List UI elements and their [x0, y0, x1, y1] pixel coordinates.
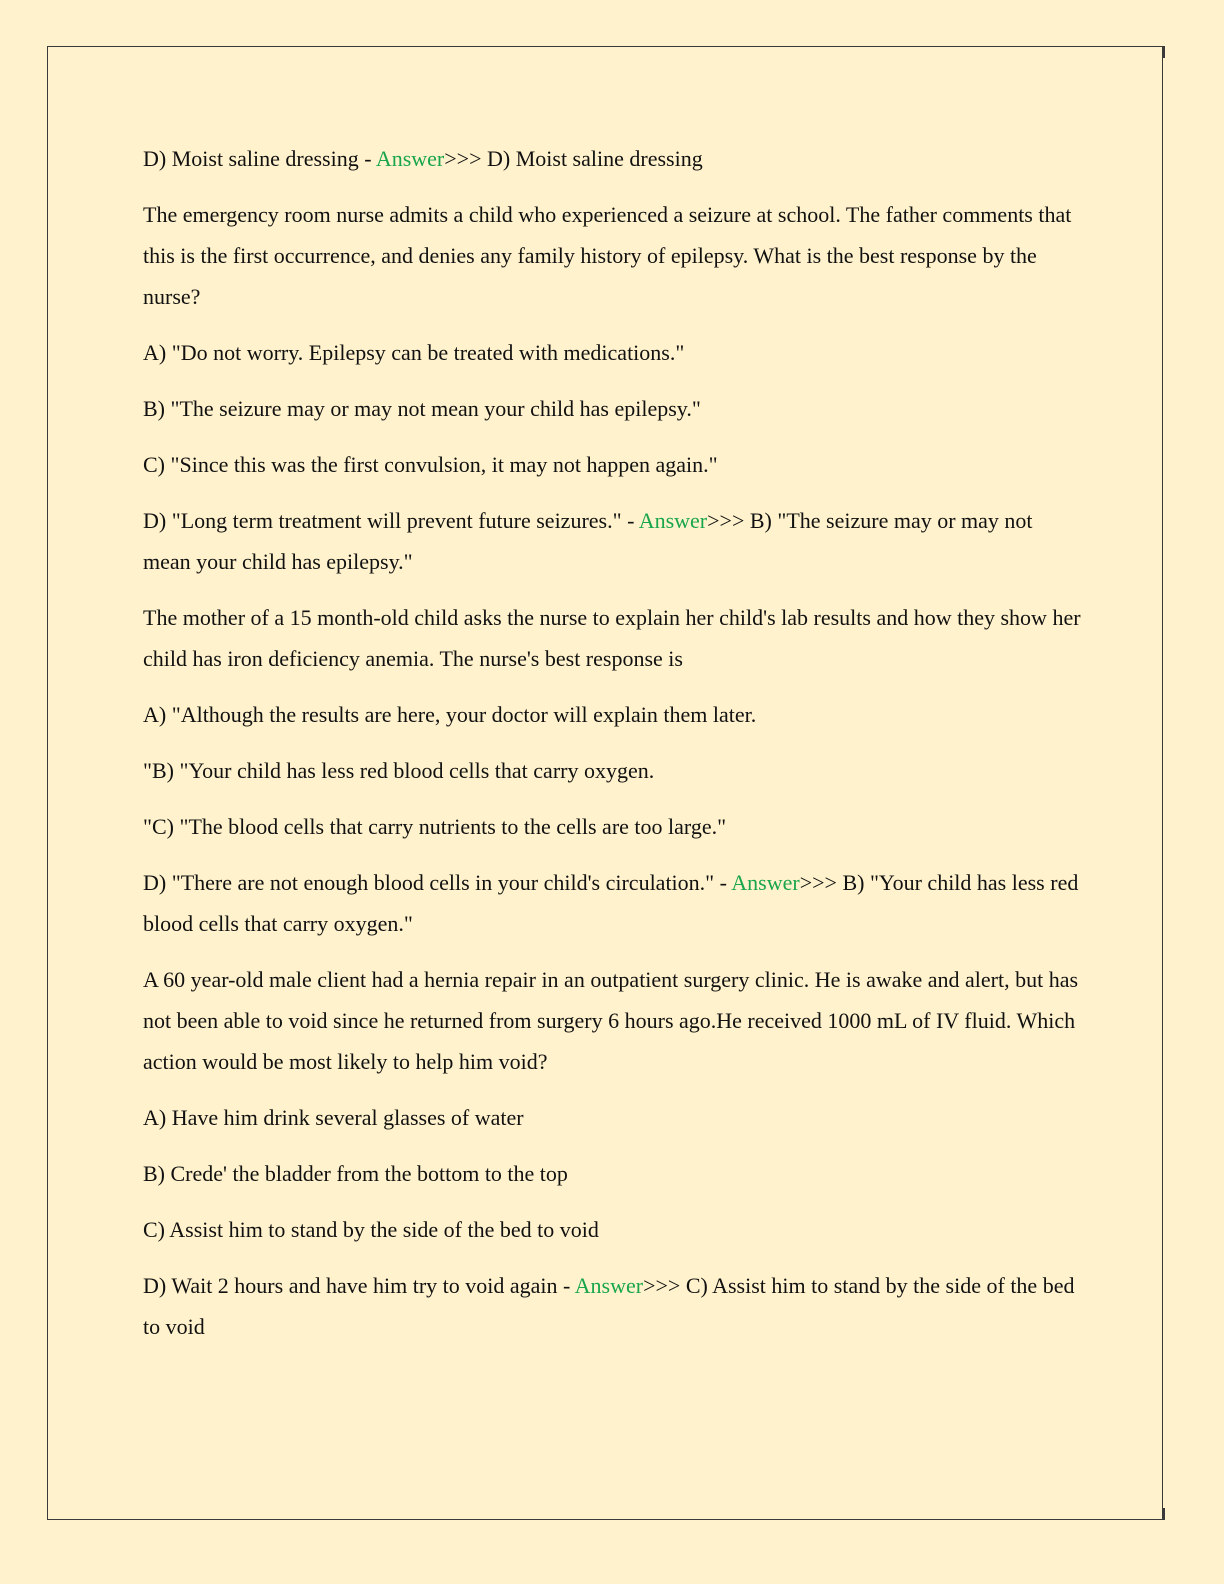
option-b: "B) "Your child has less red blood cells that carry oxygen. [143, 758, 655, 783]
answer-text: B) "Your child has less red blood cells that carry oxygen." [143, 870, 1079, 936]
answer-text: D) Moist saline dressing [487, 146, 703, 171]
question-text: A 60 year-old male client had a hernia repair in an outpatient surgery clinic. He is awake and alert, but has not been able to void since he returned from surgery 6 hours ago.He received 1000 mL of IV fluid. Which action would be most likely to help him void? [143, 967, 1079, 1074]
answer-label: Answer [375, 146, 445, 171]
document-body [143, 138, 1083, 1362]
option-b: B) "The seizure may or may not mean your child has epilepsy." [143, 396, 701, 421]
answer-text: B) "The seizure may or may not mean your child has epilepsy." [143, 508, 1033, 574]
option-c: C) "Since this was the first convulsion, it may not happen again." [143, 452, 718, 477]
border-corner-mark [1163, 1508, 1165, 1520]
option-a: A) Have him drink several glasses of water [143, 1105, 524, 1130]
option-b: B) Crede' the bladder from the bottom to the top [143, 1161, 568, 1186]
answer-label: Answer [731, 870, 800, 895]
option-d-with-answer [143, 862, 1083, 944]
paragraph [143, 138, 1083, 179]
answer-label: Answer [638, 508, 708, 533]
answer-arrows: >>> [799, 870, 843, 895]
question-text: The emergency room nurse admits a child who experienced a seizure at school. The father comments that this is the first occurrence, and denies any family history of epilepsy. What is the best response by the nurse? [143, 202, 1072, 309]
answer-label: Answer [574, 1273, 644, 1298]
answer-arrows: >>> [444, 146, 487, 171]
option-d-with-answer [143, 500, 1083, 582]
paragraph-text: D) Wait 2 hours and have him try to void again - [143, 1273, 575, 1298]
option-c: C) Assist him to stand by the side of the bed to void [143, 1217, 599, 1242]
paragraph-text: D) "There are not enough blood cells in your child's circulation." - [143, 870, 732, 895]
option-a: A) "Although the results are here, your doctor will explain them later. [143, 702, 757, 727]
paragraph-text: D) "Long term treatment will prevent future seizures." - [143, 508, 639, 533]
option-c: "C) "The blood cells that carry nutrients to the cells are too large." [143, 814, 727, 839]
question-text: The mother of a 15 month-old child asks the nurse to explain her child's lab results and how they show her child has iron deficiency anemia. The nurse's best response is [143, 605, 1081, 671]
option-d-with-answer [143, 1265, 1083, 1347]
answer-arrows: >>> [707, 508, 750, 533]
paragraph-text: D) Moist saline dressing - [143, 146, 376, 171]
border-corner-mark [1163, 46, 1165, 58]
option-a: A) "Do not worry. Epilepsy can be treated with medications." [143, 340, 685, 365]
answer-text: C) Assist him to stand by the side of the bed to void [143, 1273, 1075, 1339]
answer-arrows: >>> [643, 1273, 686, 1298]
